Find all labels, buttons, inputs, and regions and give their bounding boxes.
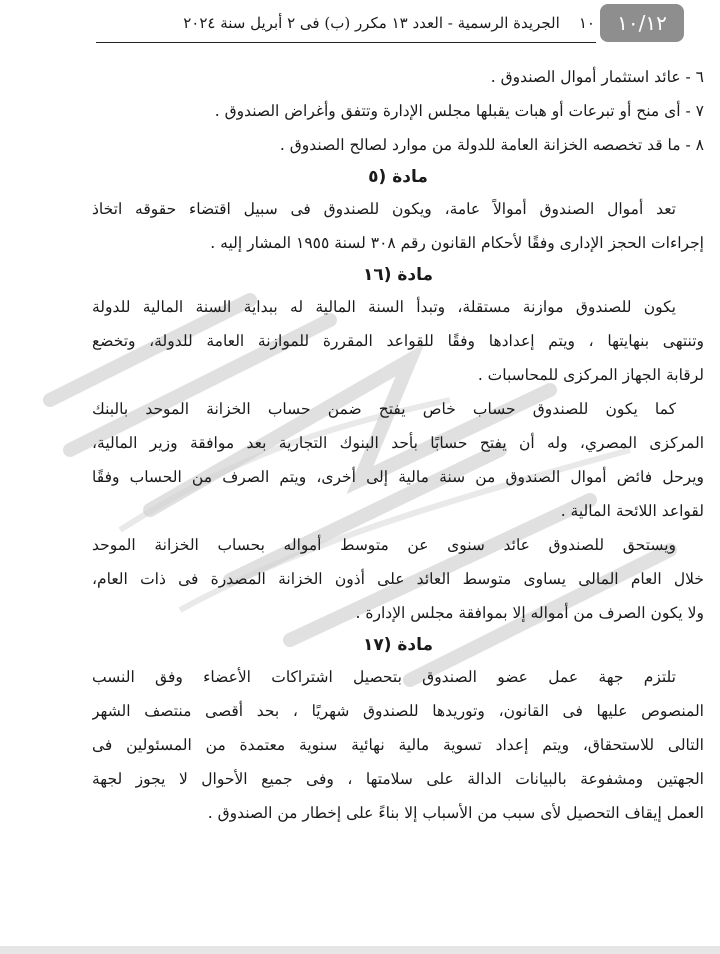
article-17-line: الجهتين ومشفوعة بالبيانات الدالة على سلامتها ، وفى جميع الأحوال لا يجوز لجهة [92,770,704,788]
article-17-line: تلتزم جهة عمل عضو الصندوق بتحصيل اشتراكات الأعضاء وفق النسب [92,668,676,686]
article-17-line: المنصوص عليها فى القانون، وتوريدها للصندوق شهريًا ، بحد أقصى منتصف الشهر [92,702,704,720]
article-15-line: تعد أموال الصندوق أموالاً عامة، ويكون للصندوق فى سبيل اقتضاء حقوقه اتخاذ [92,200,676,218]
article-16-line: ويرحل فائض أموال الصندوق من سنة مالية إلى أخرى، ويتم الصرف من الحساب وفقًا [92,468,704,486]
list-item: ٦ - عائد استثمار أموال الصندوق . [490,68,704,86]
gazette-header [60,8,595,38]
header-page-number: ١٠ [578,14,595,32]
article-16-line: ولا يكون الصرف من أمواله إلا بموافقة مجلس الإدارة . [355,604,704,622]
article-15-line: إجراءات الحجز الإدارى وفقًا لأحكام القانون رقم ٣٠٨ لسنة ١٩٥٥ المشار إليه . [210,234,704,252]
article-16-line: ويستحق للصندوق عائد سنوى عن متوسط أمواله بحساب الخزانة الموحد [92,536,676,554]
article-15-heading: مادة (٥ [368,167,428,187]
page-count-badge: ١٠/١٢ [600,4,684,42]
article-16-line: لرقابة الجهاز المركزى للمحاسبات . [477,366,704,384]
article-17-line: التالى للاستحقاق، ويتم إعداد تسوية مالية نهائية سنوية معتمدة من المسئولين فى [92,736,704,754]
article-16-line: يكون للصندوق موازنة مستقلة، وتبدأ السنة المالية له ببداية السنة المالية للدولة [92,298,676,316]
article-16-line: وتنتهى بنهايتها ، ويتم إعدادها وفقًا للقواعد المقررة للموازنة العامة للدولة، وتخضع [92,332,704,350]
article-16-line: لقواعد اللائحة المالية . [560,502,704,520]
article-16-heading: مادة (١٦ [362,265,434,285]
page-bottom-edge [0,946,720,954]
list-item: ٧ - أى منح أو تبرعات أو هبات يقبلها مجلس الإدارة وتتفق وأغراض الصندوق . [214,102,704,120]
article-16-line: المركزى المصري، وله أن يفتح حسابًا بأحد البنوك التجارية بعد موافقة وزير المالية، [92,434,704,452]
article-16-line: خلال العام المالى يساوى متوسط العائد على أذون الخزانة المصدرة فى ذات العام، [92,570,704,588]
header-divider [96,42,596,43]
article-16-line: كما يكون للصندوق حساب خاص يفتح ضمن حساب الخزانة الموحد بالبنك [92,400,676,418]
gazette-body [92,60,704,830]
article-17-line: العمل إيقاف التحصيل لأى سبب من الأسباب إلا بناءً على إخطار من الصندوق . [207,804,704,822]
article-17-heading: مادة (١٧ [362,635,434,655]
header-title: الجريدة الرسمية - العدد ١٣ مكرر (ب) فى ٢ أبريل سنة ٢٠٢٤ [183,14,560,32]
list-item: ٨ - ما قد تخصصه الخزانة العامة للدولة من موارد لصالح الصندوق . [279,136,704,154]
